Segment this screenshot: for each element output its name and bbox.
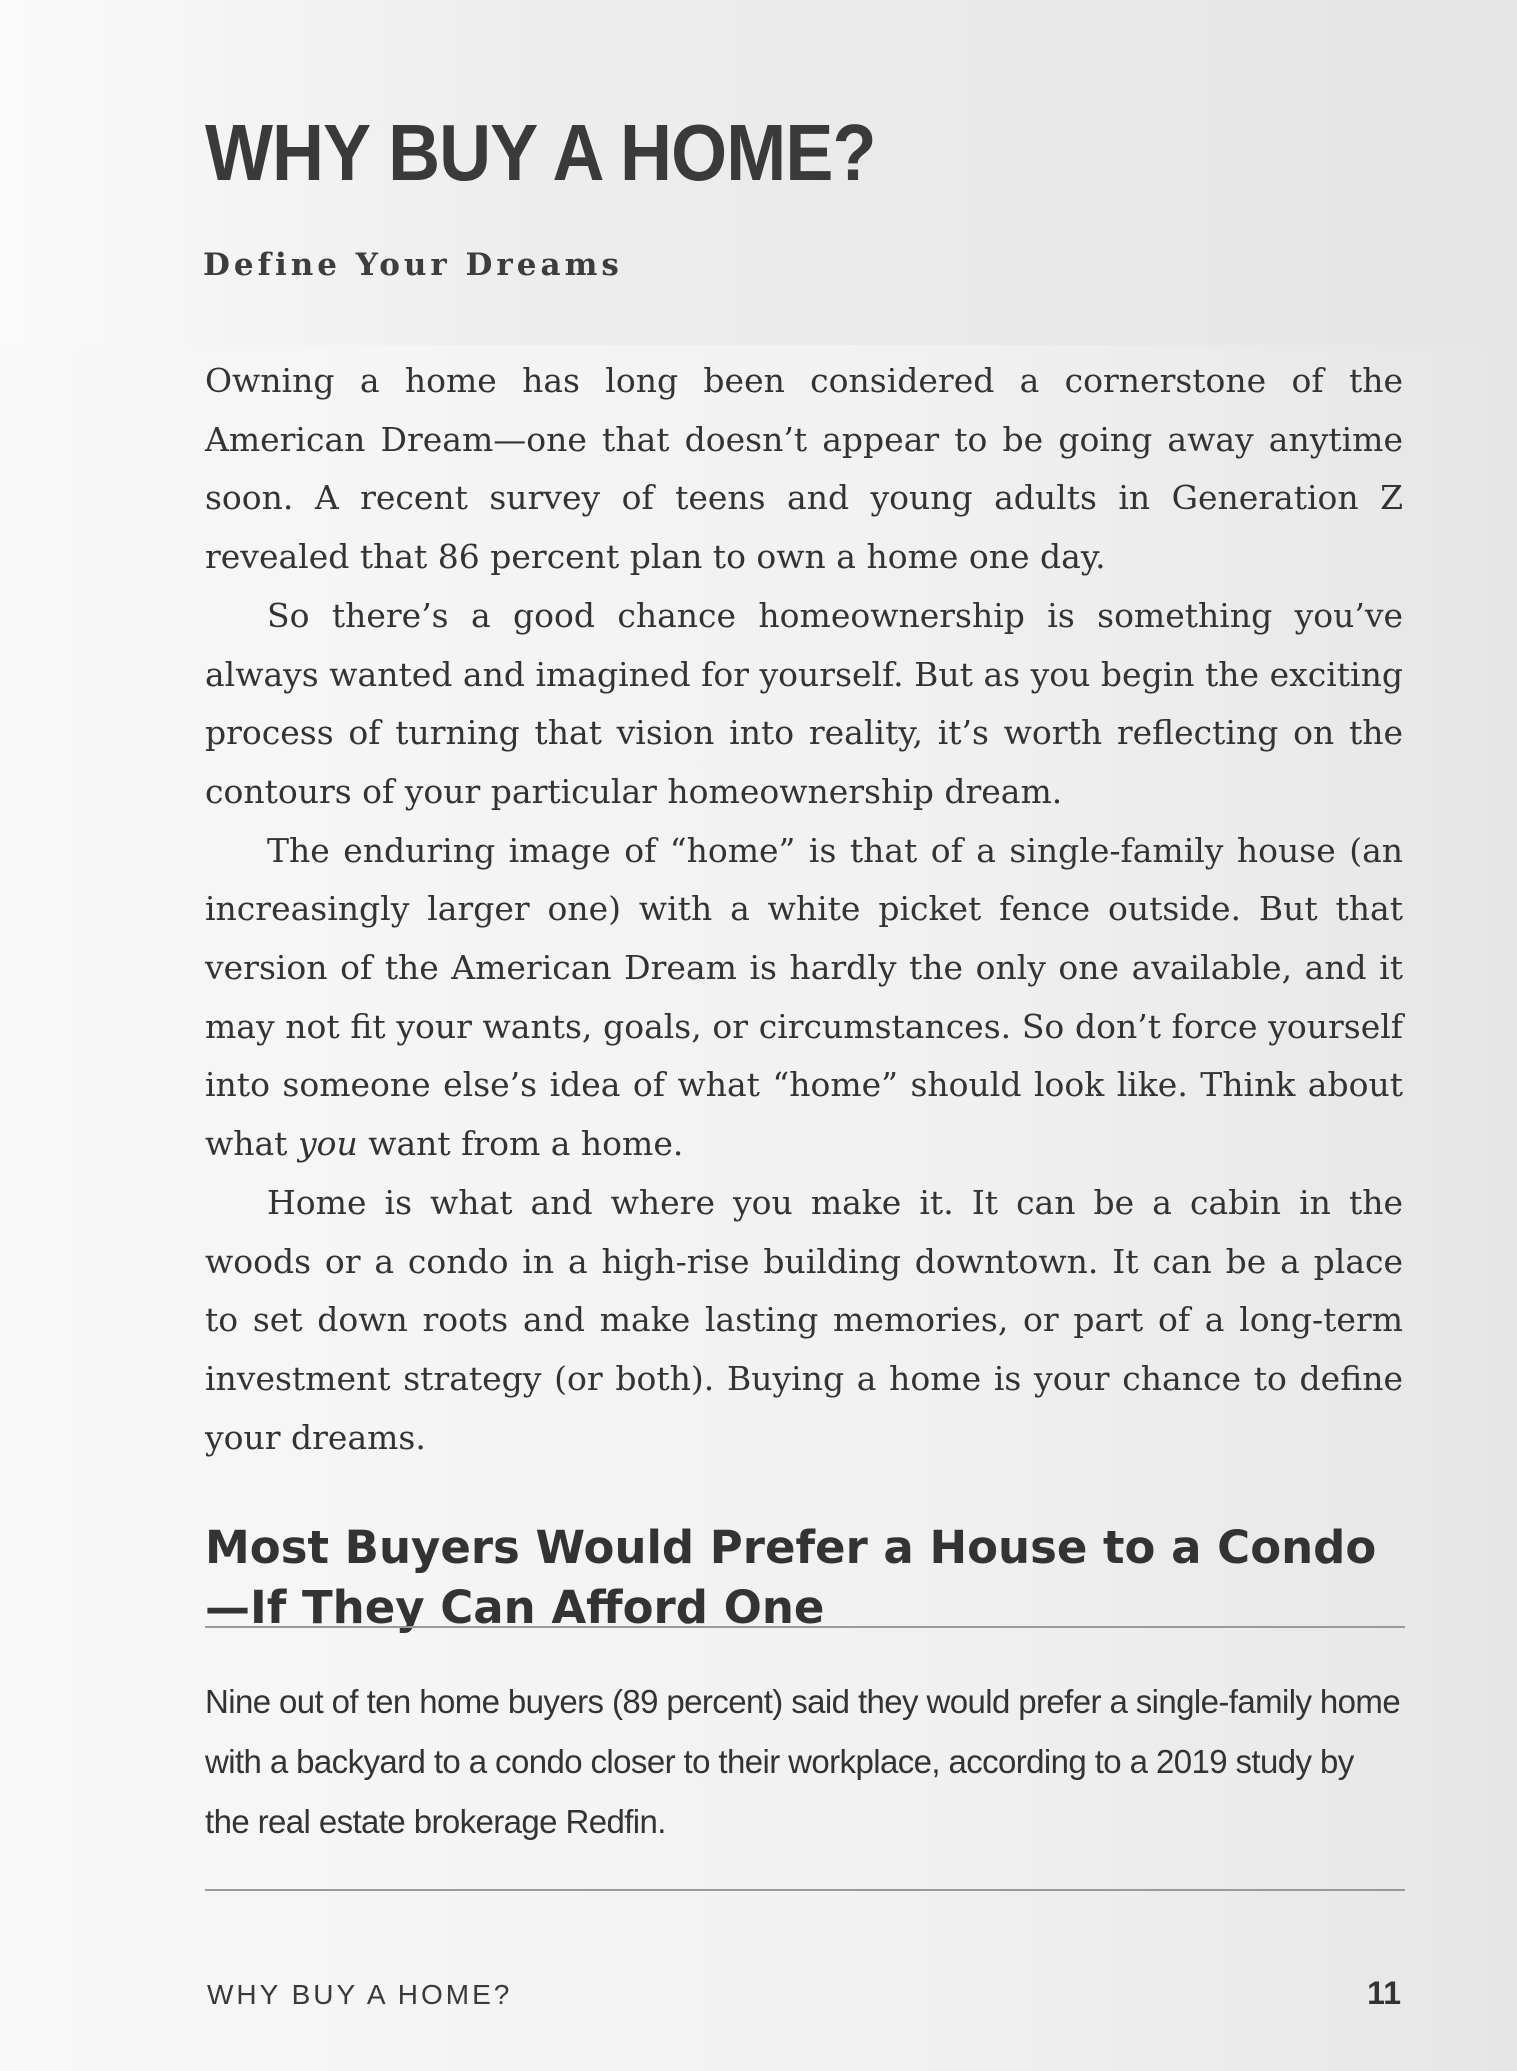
sidebar-box-title: Most Buyers Would Prefer a House to a Condo—If They Can Afford One <box>205 1521 1377 1634</box>
sidebar-box-text: Nine out of ten home buyers (89 percent) said they would prefer a single-family home with a backyard to a condo closer to their workplace, according to a 2019 study by the real estate brokerage Redfin. <box>205 1683 1401 1840</box>
emphasis-you: you <box>297 1124 358 1164</box>
paragraph-3 <box>205 822 1403 1174</box>
paragraph-3-text-end: want from a home. <box>357 1124 684 1164</box>
page-number: 11 <box>1367 1975 1401 2011</box>
paragraph-4: Home is what and where you make it. It can be a cabin in the woods or a condo in a high-rise building downtown. It can be a place to set down roots and make lasting memories, or part of a long-term investment strategy (or both). Buying a home is your chance to define your dreams. <box>205 1182 1403 1457</box>
sidebar-box-bottom-rule <box>205 1889 1405 1891</box>
paragraph-3-text-start: The enduring image of “home” is that of a single-family house (an increasingly larger one) with a white picket fence outside. But that version of the American Dream is hardly the only one available, and it may not fit your wants, goals, or circumstances. So don’t force yourself into someone else’s idea of what “home” should look like. Think about what <box>205 830 1403 1164</box>
chapter-title: WHY BUY A HOME? <box>205 108 876 197</box>
paragraph-1: Owning a home has long been considered a cornerstone of the American Dream—one that doesn’t appear to be going away anytime soon. A recent survey of teens and young adults in Generation Z revealed that 86 percent plan to own a home one day. <box>205 361 1403 577</box>
body-text <box>205 352 1403 1467</box>
paragraph-2: So there’s a good chance homeownership is something you’ve always wanted and imagined for yourself. But as you begin the exciting process of turning that vision into reality, it’s worth reflecting on the contours of your particular homeownership dream. <box>205 595 1403 811</box>
sidebar-box-top-rule <box>205 1626 1405 1628</box>
running-head: WHY BUY A HOME? <box>207 1979 513 2010</box>
chapter-subtitle: Define Your Dreams <box>203 247 623 283</box>
